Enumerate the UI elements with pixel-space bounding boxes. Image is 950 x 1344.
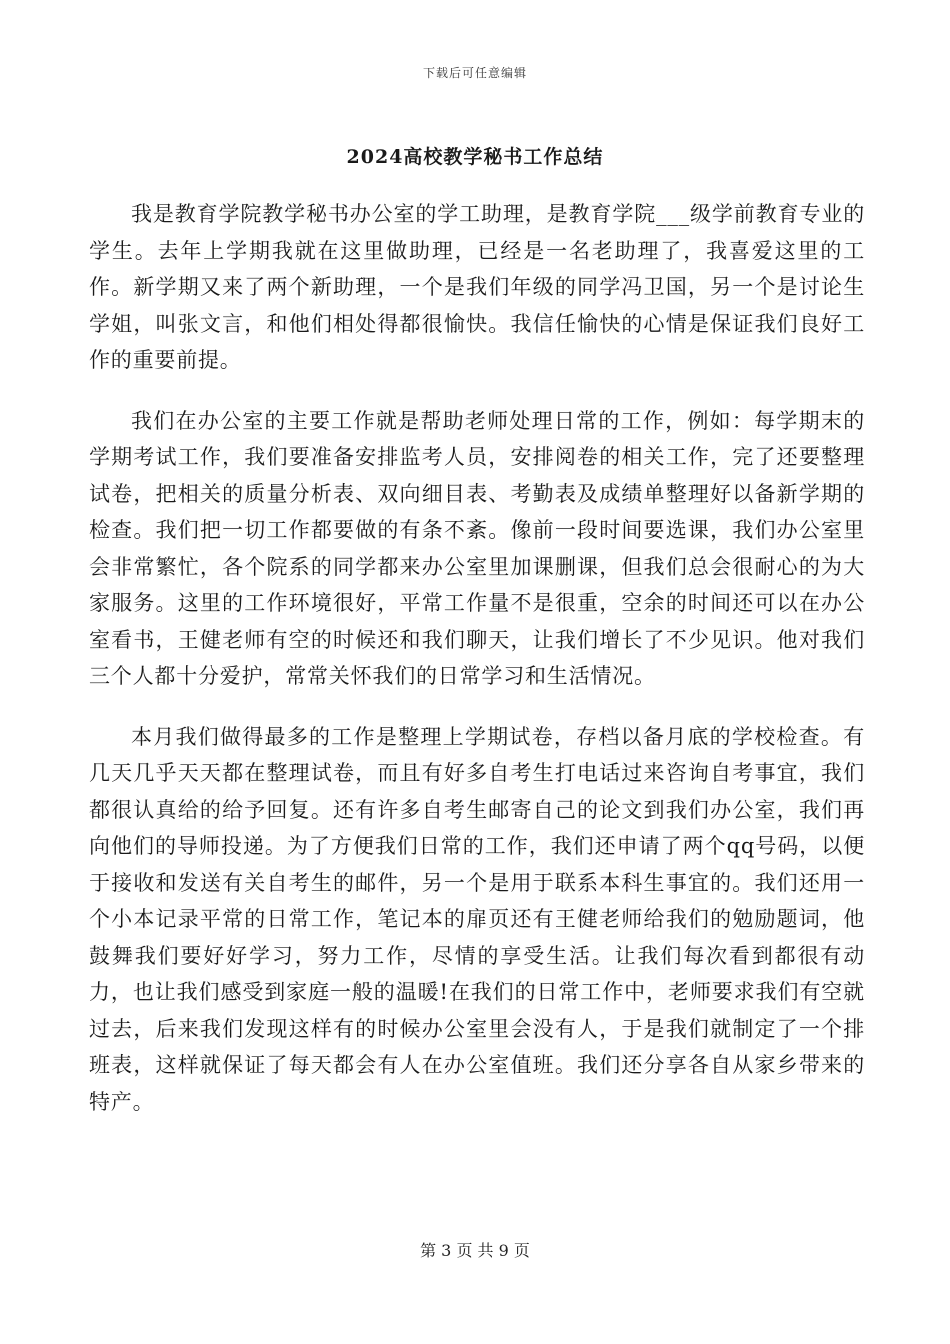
paragraph-3: 本月我们做得最多的工作是整理上学期试卷，存档以备月底的学校检查。有几天几乎天天都在整理试卷，而且有好多自考生打电话过来咨询自考事宜，我们都很认真给的给予回复。还有许多自考生邮寄自己的论文到我们办公室，我们再向他们的导师投递。为了方便我们日常的工作，我们还申请了两个qq号码，以便于接收和发送有关自考生的邮件，另一个是用于联系本科生事宜的。我们还用一个小本记录平常的日常工作，笔记本的扉页还有王健老师给我们的勉励题词，他鼓舞我们要好好学习，努力工作，尽情的享受生活。让我们每次看到都很有动力，也让我们感受到家庭一般的温暖!在我们的日常工作中，老师要求我们有空就过去，后来我们发现这样有的时候办公室里会没有人，于是我们就制定了一个排班表，这样就保证了每天都会有人在办公室值班。我们还分享各自从家乡带来的特产。: [89, 724, 865, 1114]
paragraph-2: 我们在办公室的主要工作就是帮助老师处理日常的工作，例如：每学期末的学期考试工作，我们要准备安排监考人员，安排阅卷的相关工作，完了还要整理试卷，把相关的质量分析表、双向细目表、考勤表及成绩单整理好以备新学期的检查。我们把一切工作都要做的有条不紊。像前一段时间要选课，我们办公室里会非常繁忙，各个院系的同学都来办公室里加课删课，但我们总会很耐心的为大家服务。这里的工作环境很好，平常工作量不是很重，空余的时间还可以在办公室看书，王健老师有空的时候还和我们聊天，让我们增长了不少见识。他对我们三个人都十分爱护，常常关怀我们的日常学习和生活情况。: [89, 408, 865, 688]
document-title: 2024高校教学秘书工作总结: [346, 146, 604, 168]
document-body: [89, 196, 865, 1144]
paragraph-1: 我是教育学院教学秘书办公室的学工助理，是教育学院___级学前教育专业的学生。去年上学期我就在这里做助理，已经是一名老助理了，我喜爱这里的工作。新学期又来了两个新助理，一个是我们年级的同学冯卫国，另一个是讨论生学姐，叫张文言，和他们相处得都很愉快。我信任愉快的心情是保证我们良好工作的重要前提。: [89, 202, 865, 372]
page-number: 第 3 页 共 9 页: [420, 1241, 530, 1260]
page-header-note: 下载后可任意编辑: [422, 66, 527, 80]
